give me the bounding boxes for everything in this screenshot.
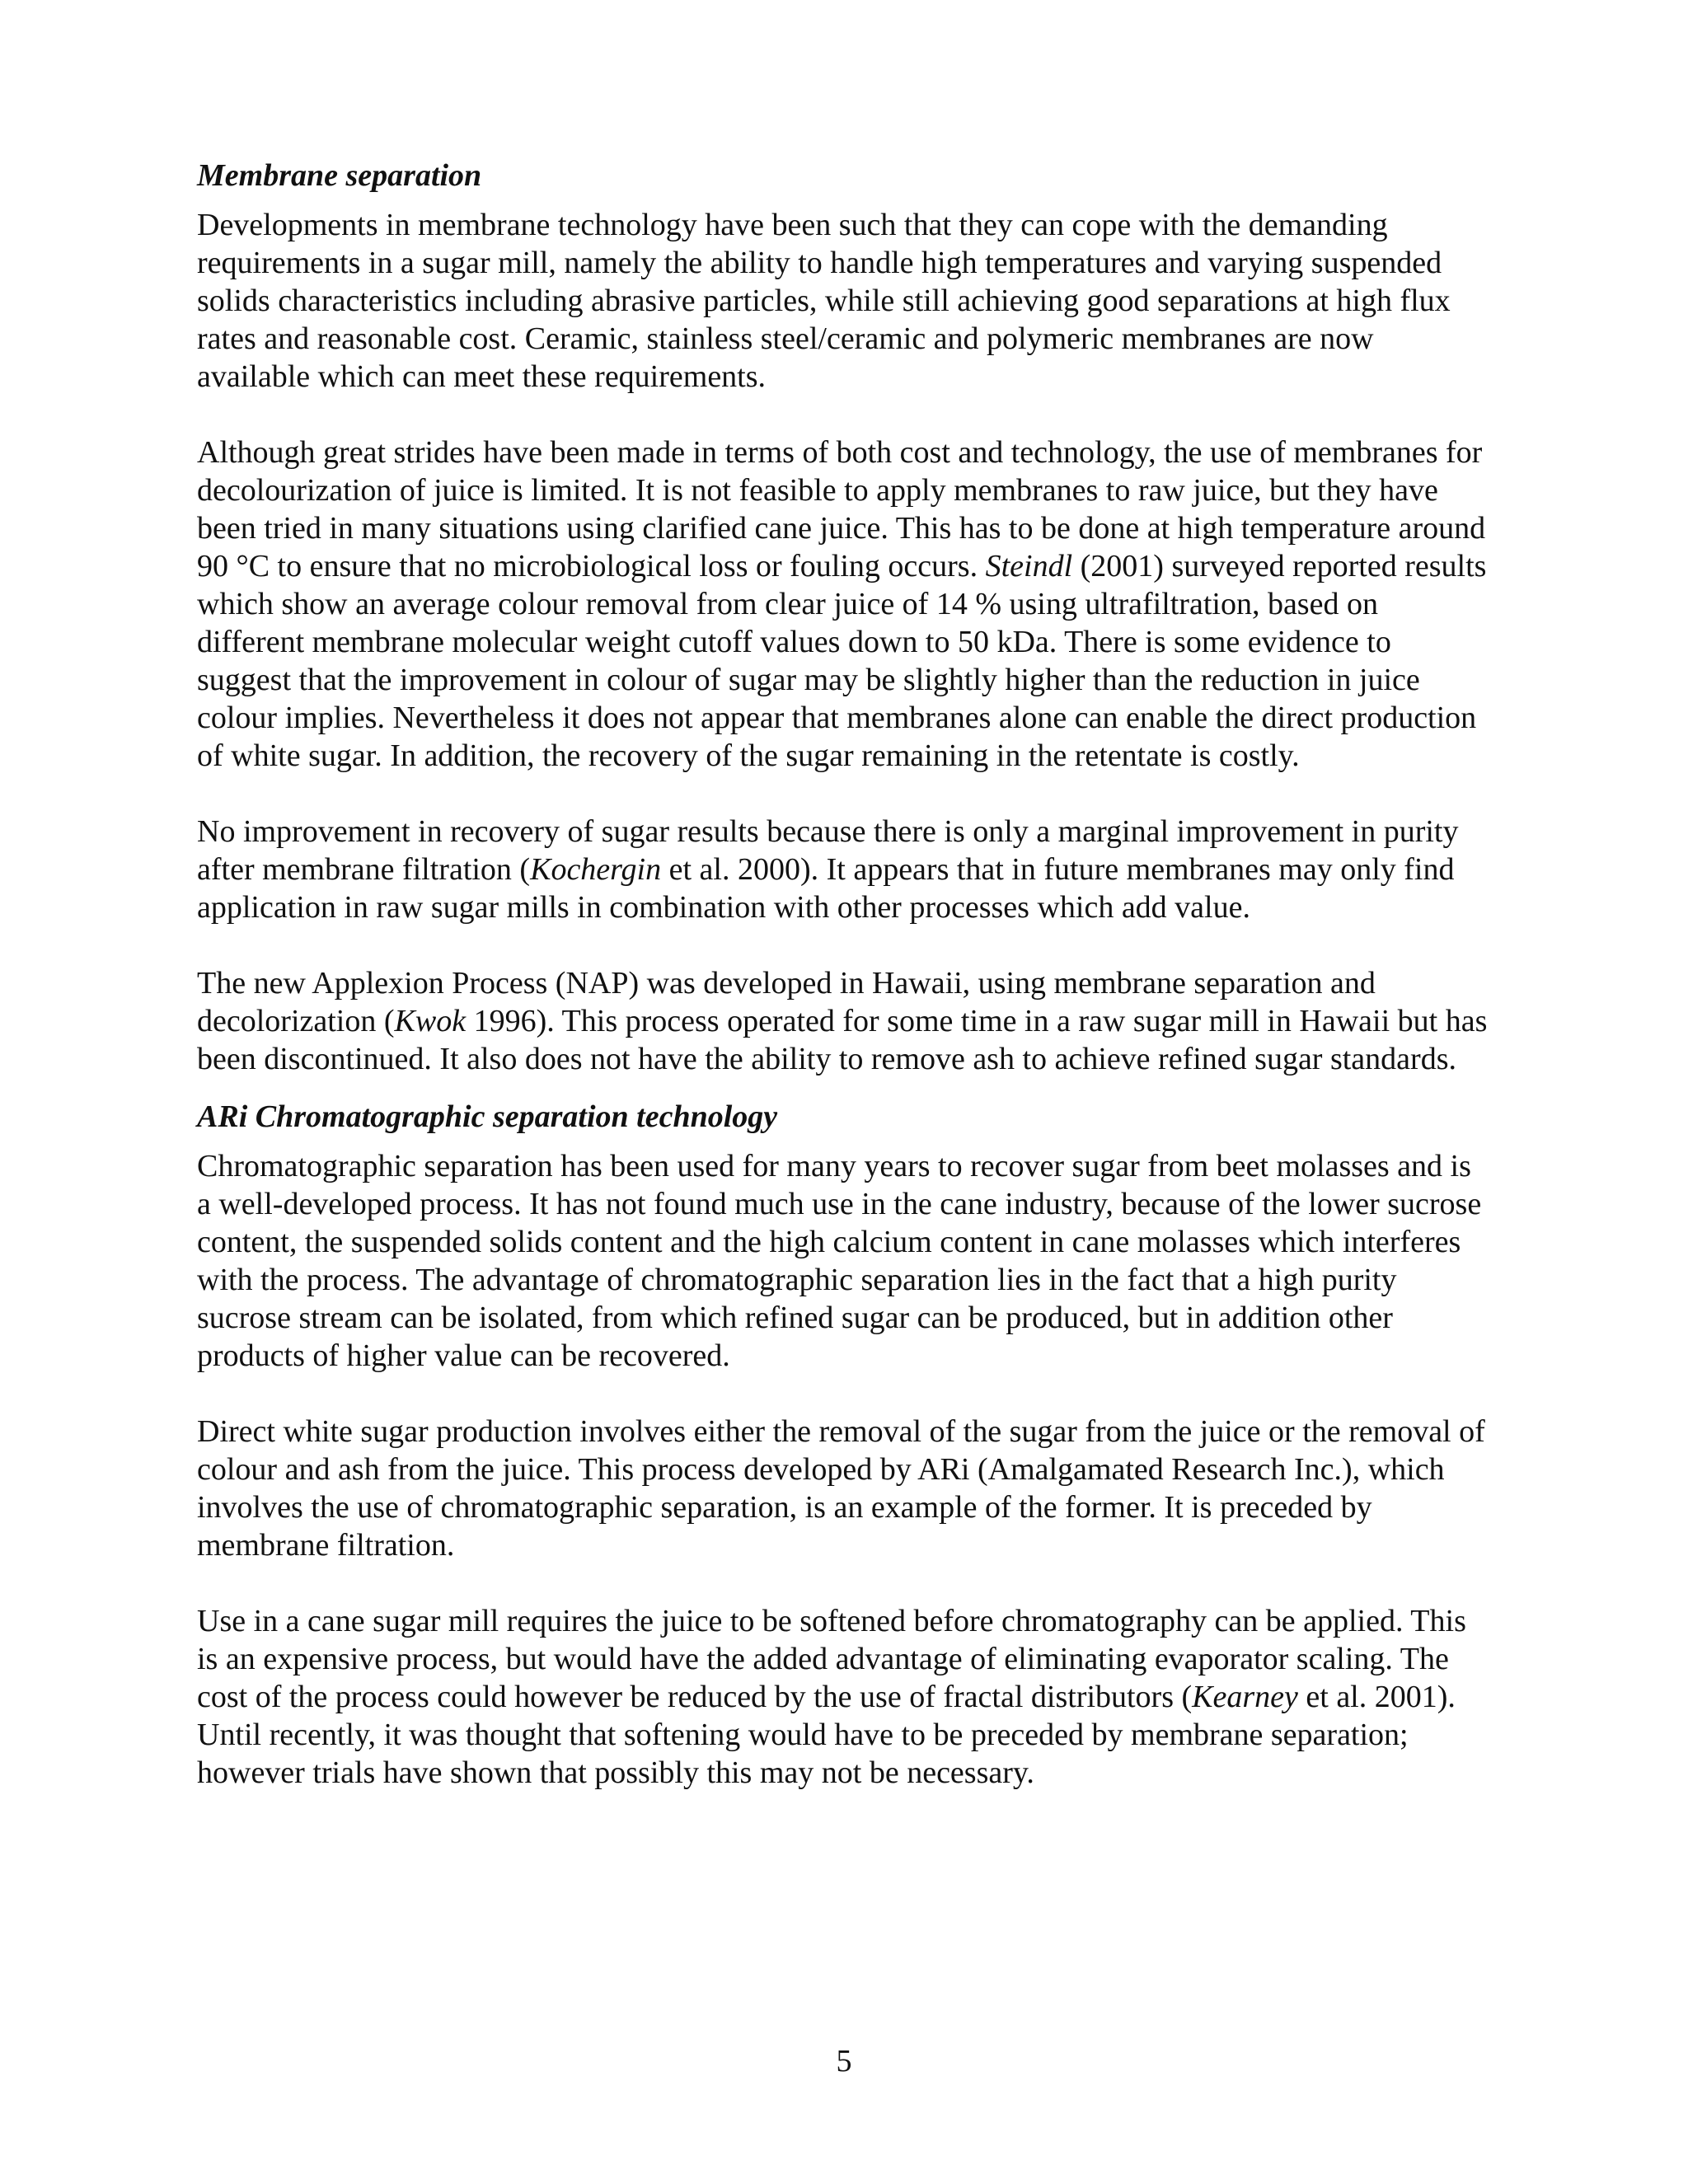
paragraph-softening <box>197 1602 1491 1792</box>
paragraph-chromatographic-overview: Chromatographic separation has been used for many years to recover sugar from beet molasses and is a well-developed process. It has not found much use in the cane industry, because of the lower sucrose content, the suspended solids content and the high calcium content in cane molasses which interferes with the process. The advantage of chromatographic separation lies in the fact that a high purity sucrose stream can be isolated, from which refined sugar can be produced, but in addition other products of higher value can be recovered. <box>197 1149 1482 1373</box>
paragraph-membrane-developments: Developments in membrane technology have been such that they can cope with the demanding requirements in a sugar mill, namely the ability to handle high temperatures and varying suspended solids characteristics including abrasive particles, while still achieving good separations at high flux rates and reasonable cost. Ceramic, stainless steel/ceramic and polymeric membranes are now available which can meet these requirements. <box>197 208 1451 394</box>
text-segment: (2001) surveyed reported results which show an average colour removal from clear juice of 14 % using ultrafiltration, based on different membrane molecular weight cutoff values down to 50 kDa. There is some evidence to suggest that the improvement in colour of sugar may be slightly higher than the reduction in juice colour implies. Nevertheless it does not appear that membranes alone can enable the direct production of white sugar. In addition, the recovery of the sugar remaining in the retentate is costly. <box>197 549 1487 773</box>
page-number: 5 <box>836 2044 852 2079</box>
text-segment: 1996). This process operated for some time in a raw sugar mill in Hawaii but has been discontinued. It also does not have the ability to remove ash to achieve refined sugar standards. <box>197 1004 1488 1076</box>
text-segment: No improvement in recovery of sugar results because there is only a marginal improvement in purity after membrane filtration ( <box>197 814 1459 887</box>
text-segment: et al. 2000). It appears that in future membranes may only find application in raw sugar mills in combination with other processes which add value. <box>197 852 1455 925</box>
paragraph-recovery-purity <box>197 813 1491 926</box>
section-heading-ari-chromatographic: ARi Chromatographic separation technology <box>197 1099 778 1134</box>
document-page <box>197 157 1491 1830</box>
text-segment: The new Applexion Process (NAP) was developed in Hawaii, using membrane separation and decolorization ( <box>197 966 1376 1038</box>
citation-kochergin: Kochergin <box>530 852 662 887</box>
section-heading-membrane-separation: Membrane separation <box>197 158 482 193</box>
text-segment: et al. 2001). Until recently, it was thought that softening would have to be preceded by membrane separation; however trials have shown that possibly this may not be necessary. <box>197 1680 1456 1790</box>
citation-steindl: Steindl <box>985 549 1073 583</box>
text-segment: Use in a cane sugar mill requires the juice to be softened before chromatography can be applied. This is an expensive process, but would have the added advantage of eliminating evaporator scaling. The cost of the process could however be reduced by the use of fractal distributors ( <box>197 1604 1466 1714</box>
text-segment: Although great strides have been made in terms of both cost and technology, the use of membranes for decolourization of juice is limited. It is not feasible to apply membranes to raw juice, but they have been tried in many situations using clarified cane juice. This has to be done at high temperature around 90 °C to ensure that no microbiological loss or fouling occurs. <box>197 435 1486 583</box>
paragraph-direct-white-sugar: Direct white sugar production involves either the removal of the sugar from the juice or the removal of colour and ash from the juice. This process developed by ARi (Amalgamated Research Inc.), which involves the use of chromatographic separation, is an example of the former. It is preceded by membrane filtration. <box>197 1414 1485 1563</box>
citation-kearney: Kearney <box>1192 1680 1298 1714</box>
paragraph-membrane-decolourization <box>197 434 1491 775</box>
paragraph-applexion-process <box>197 964 1491 1078</box>
citation-kwok: Kwok <box>394 1004 467 1038</box>
